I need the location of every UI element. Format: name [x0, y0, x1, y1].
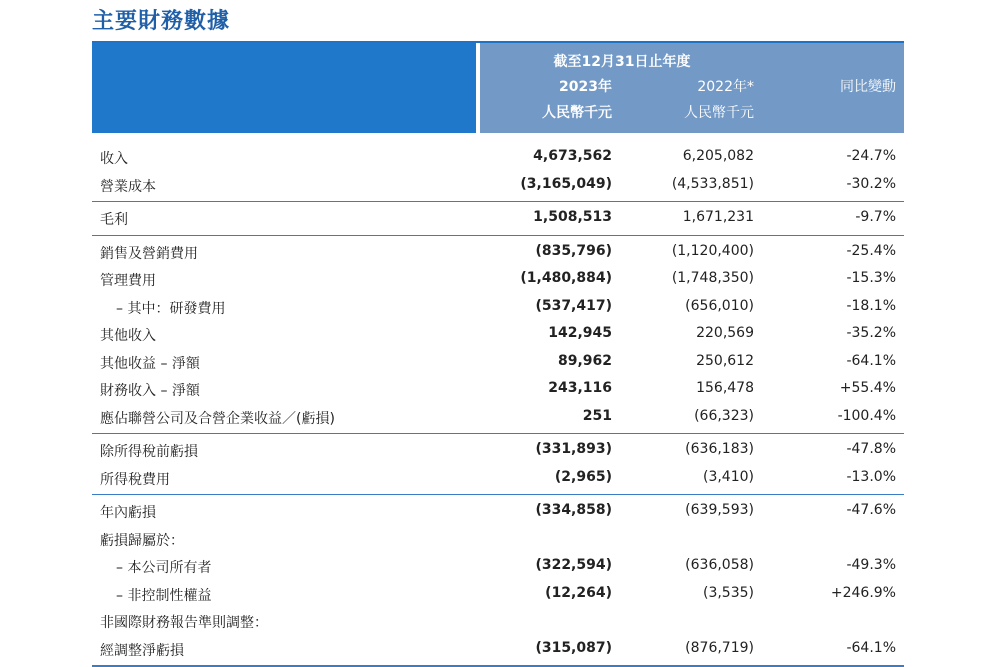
value-yoy: -47.6%: [846, 502, 896, 518]
value-2022: (3,410): [702, 468, 754, 485]
value-2023: 89,962: [557, 352, 612, 369]
header-values-cell: [480, 43, 904, 133]
row-label: 銷售及營銷費用: [100, 245, 198, 262]
row-group: [92, 236, 904, 435]
row-group: [92, 141, 904, 202]
header-label-cell: [92, 43, 476, 133]
row-label: 虧損歸屬於：: [100, 532, 184, 549]
table-row: [92, 238, 904, 266]
value-2022: (636,183): [685, 441, 754, 457]
value-2022: (1,120,400): [671, 242, 754, 259]
table-row: [92, 143, 904, 171]
table-row: [92, 525, 904, 553]
table-row: [92, 552, 904, 580]
row-label: 毛利: [100, 212, 128, 228]
value-2022: (4,533,851): [671, 175, 754, 192]
table-body: [92, 141, 904, 667]
value-yoy: +55.4%: [839, 380, 896, 396]
column-yoy-heading: 同比變動: [840, 79, 896, 95]
row-label: 經調整淨虧損: [100, 642, 184, 659]
value-2022: 6,205,082: [682, 148, 754, 164]
table-row: [92, 348, 904, 376]
value-yoy: -9.7%: [855, 209, 896, 225]
table-row: [92, 497, 904, 525]
value-yoy: -18.1%: [846, 297, 896, 314]
value-2022: (876,719): [685, 639, 754, 656]
value-2022: (639,593): [685, 502, 754, 518]
row-label: – 本公司所有者: [116, 560, 212, 576]
value-2023: (1,480,884): [520, 270, 612, 286]
value-2023: 251: [582, 407, 612, 424]
value-yoy: -30.2%: [846, 175, 896, 192]
table-row: [92, 293, 904, 321]
page-title: 主要財務數據: [92, 9, 231, 34]
table-row: [92, 607, 904, 635]
value-yoy: -24.7%: [846, 148, 896, 164]
row-label: 營業成本: [100, 178, 156, 195]
value-2023: (835,796): [535, 242, 612, 259]
value-2022: (1,748,350): [671, 270, 754, 286]
row-label: 所得稅費用: [100, 471, 170, 488]
period-heading: 截至12月31日止年度: [553, 54, 691, 70]
table-row: [92, 580, 904, 608]
value-2023: (12,264): [545, 584, 612, 601]
value-yoy: -49.3%: [846, 557, 896, 573]
row-label: 財務收入 – 淨額: [100, 383, 200, 399]
value-yoy: -35.2%: [846, 325, 896, 341]
row-label: 管理費用: [100, 273, 156, 289]
value-yoy: -25.4%: [846, 242, 896, 259]
value-2023: 4,673,562: [533, 148, 612, 164]
value-2022: (3,535): [702, 584, 754, 601]
row-group: [92, 434, 904, 495]
value-2023: (334,858): [535, 502, 612, 518]
table-row: [92, 320, 904, 348]
value-yoy: +246.9%: [830, 584, 896, 601]
column-2022-heading: 2022年*: [697, 79, 754, 95]
table-row: [92, 265, 904, 293]
value-yoy: -13.0%: [846, 468, 896, 485]
value-yoy: -64.1%: [846, 639, 896, 656]
row-label: 非國際財務報告準則調整：: [100, 615, 268, 631]
value-yoy: -100.4%: [837, 407, 896, 424]
row-label: 年內虧損: [100, 505, 156, 521]
value-yoy: -47.8%: [846, 441, 896, 457]
value-2023: (315,087): [535, 639, 612, 656]
table-row: [92, 464, 904, 492]
value-2023: 1,508,513: [533, 209, 612, 225]
column-2023-unit: 人民幣千元: [542, 105, 612, 121]
value-2022: 1,671,231: [682, 209, 754, 225]
table-header: [92, 41, 904, 133]
row-group: [92, 495, 904, 667]
value-2022: (656,010): [685, 297, 754, 314]
table-row: [92, 204, 904, 232]
row-label: 除所得稅前虧損: [100, 444, 198, 460]
column-2023-heading: 2023年: [559, 79, 612, 95]
value-2023: (322,594): [535, 557, 612, 573]
table-row: [92, 375, 904, 403]
value-2023: 142,945: [548, 325, 612, 341]
table-row: [92, 635, 904, 663]
row-label: – 其中：研發費用: [116, 300, 226, 317]
value-yoy: -64.1%: [846, 352, 896, 369]
value-yoy: -15.3%: [846, 270, 896, 286]
value-2023: (2,965): [554, 468, 612, 485]
value-2022: (636,058): [685, 557, 754, 573]
row-label: – 非控制性權益: [116, 587, 212, 604]
value-2023: (537,417): [535, 297, 612, 314]
table-row: [92, 403, 904, 431]
value-2022: 220,569: [696, 325, 754, 341]
financial-table: [92, 41, 904, 667]
value-2022: 250,612: [696, 352, 754, 369]
value-2023: 243,116: [548, 380, 612, 396]
row-label: 其他收益 – 淨額: [100, 355, 200, 372]
row-label: 其他收入: [100, 328, 156, 344]
value-2022: 156,478: [696, 380, 754, 396]
value-2023: (331,893): [535, 441, 612, 457]
table-row: [92, 436, 904, 464]
row-group: [92, 202, 904, 236]
column-2022-unit: 人民幣千元: [684, 105, 754, 121]
table-row: [92, 171, 904, 199]
row-label: 收入: [100, 151, 128, 167]
row-label: 應佔聯營公司及合營企業收益／(虧損): [100, 410, 335, 427]
value-2023: (3,165,049): [520, 175, 612, 192]
value-2022: (66,323): [694, 407, 754, 424]
